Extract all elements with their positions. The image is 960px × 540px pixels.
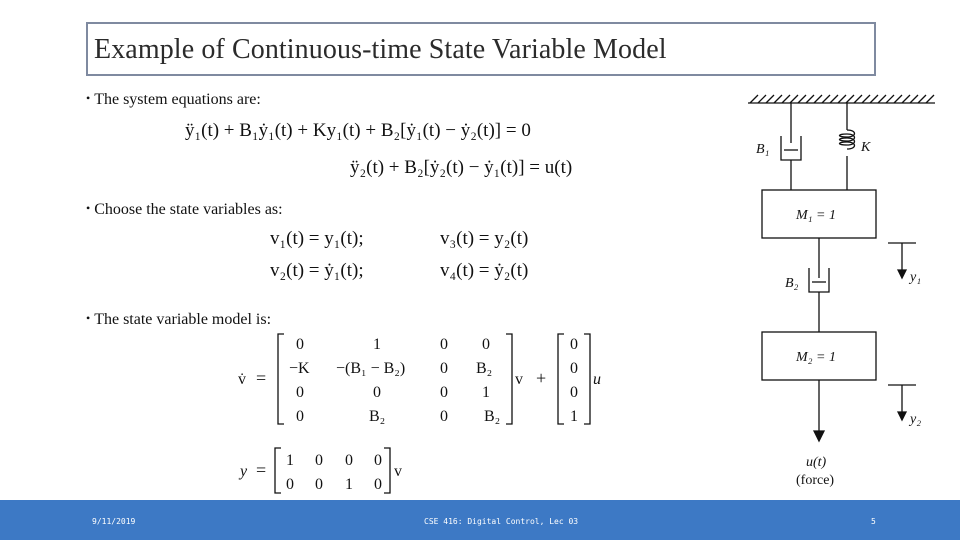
bullet-text: The system equations are:: [94, 91, 261, 108]
footer-date: 9/11/2019: [92, 517, 136, 526]
v-symbol: v: [394, 463, 402, 480]
equals-sign: =: [256, 460, 267, 480]
label-y2: y₂: [910, 412, 922, 427]
c-cell: 0: [374, 476, 382, 493]
label-m2: M₂ = 1: [796, 350, 836, 365]
label-m1: M₁ = 1: [796, 208, 836, 223]
plus-sign: +: [536, 368, 547, 388]
bullet-system-equations: • The system equations are:: [86, 91, 261, 108]
label-force-u: u(t): [806, 455, 827, 470]
a-cell: 0: [296, 336, 304, 353]
y-symbol: y: [240, 463, 248, 480]
system-equation-2: ÿ₂(t) + B₂[ẏ₂(t) − ẏ₁(t)] = u(t): [350, 157, 573, 178]
slide-title: Example of Continuous-time State Variable Model: [94, 34, 667, 65]
c-cell: 0: [286, 476, 294, 493]
a-cell: 0: [296, 384, 304, 401]
bullet-text: Choose the state variables as:: [94, 201, 283, 218]
label-force: (force): [796, 473, 835, 488]
state-var-v1: v₁(t) = y₁(t);: [270, 228, 364, 249]
c-matrix-left-bracket: [275, 448, 281, 493]
label-b2: B₂: [785, 276, 799, 291]
c-cell: 1: [345, 476, 353, 493]
a-matrix-right-bracket: [506, 334, 512, 424]
bullet-state-model: • The state variable model is:: [86, 311, 272, 328]
footer-course: CSE 416: Digital Control, Lec 03: [424, 517, 579, 526]
b-vector-left-bracket: [558, 334, 564, 424]
a-cell: 0: [440, 336, 448, 353]
c-cell: 0: [374, 452, 382, 469]
system-equation-1: ÿ₁(t) + B₁ẏ₁(t) + Ky₁(t) + B₂[ẏ₁(t) − ẏ₂(t)] = 0: [185, 120, 531, 141]
spring-k-coil: [840, 130, 855, 149]
b-cell: 0: [570, 384, 578, 401]
a-matrix-left-bracket: [278, 334, 284, 424]
c-matrix-right-bracket: [384, 448, 390, 493]
b-vector-right-bracket: [584, 334, 590, 424]
state-var-v2: v₂(t) = ẏ₁(t);: [270, 260, 364, 281]
v-symbol: v: [515, 371, 523, 388]
c-cell: 0: [345, 452, 353, 469]
b-cell: 0: [570, 336, 578, 353]
a-cell: B₂: [369, 408, 386, 425]
a-cell: 0: [440, 360, 448, 377]
a-cell: 0: [440, 384, 448, 401]
ceiling-hatch: [750, 95, 934, 103]
y2-arrow-icon: [898, 412, 906, 420]
c-cell: 0: [315, 476, 323, 493]
equals-sign: =: [256, 368, 267, 388]
label-b1: B₁: [756, 142, 770, 157]
state-var-v3: v₃(t) = y₂(t): [440, 228, 529, 249]
footer-page-number: 5: [871, 517, 876, 526]
y1-arrow-icon: [898, 270, 906, 278]
a-cell: 1: [482, 384, 490, 401]
state-var-v4: v₄(t) = ẏ₂(t): [440, 260, 529, 281]
a-cell: B₂: [484, 408, 501, 425]
bullet-text: The state variable model is:: [94, 311, 272, 328]
a-cell: −K: [289, 360, 310, 377]
a-cell: −(B₁ − B₂): [336, 360, 406, 377]
c-cell: 0: [315, 452, 323, 469]
a-cell: 0: [373, 384, 381, 401]
slide-footer: [0, 500, 960, 540]
bullet-state-variables: • Choose the state variables as:: [86, 201, 283, 218]
mass-spring-damper-diagram: [748, 95, 935, 441]
force-arrow-icon: [814, 431, 824, 441]
label-k: K: [861, 140, 871, 155]
a-cell: 0: [482, 336, 490, 353]
b-cell: 0: [570, 360, 578, 377]
label-y1: y₁: [910, 270, 922, 285]
a-cell: 1: [373, 336, 381, 353]
a-cell: B₂: [476, 360, 493, 377]
vdot-symbol: v̇: [238, 371, 246, 388]
c-cell: 1: [286, 452, 294, 469]
b-cell: 1: [570, 408, 578, 425]
a-cell: 0: [296, 408, 304, 425]
u-symbol: u: [593, 371, 601, 388]
a-cell: 0: [440, 408, 448, 425]
